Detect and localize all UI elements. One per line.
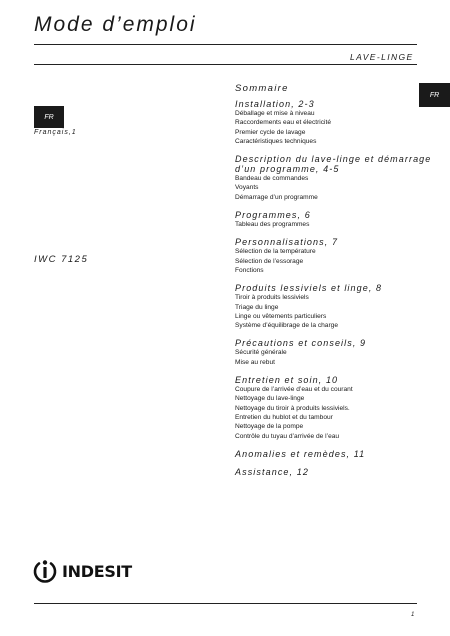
toc-item: Premier cycle de lavage — [235, 128, 306, 136]
toc-section-heading[interactable]: Personnalisations, 7 — [235, 237, 339, 248]
brand-name: INDESIT — [62, 561, 132, 581]
toc-section-heading[interactable]: Produits lessiviels et linge, 8 — [235, 283, 383, 294]
toc-item: Nettoyage de la pompe — [235, 423, 304, 431]
toc-title: Sommaire — [235, 83, 289, 94]
toc-section — [235, 467, 435, 477]
toc-item: Mise au rebut — [235, 358, 275, 366]
toc-item: Caractéristiques techniques — [235, 137, 317, 145]
language-tab[interactable]: FR — [419, 83, 450, 107]
toc-section — [235, 237, 435, 275]
toc-item: Sélection de l’essorage — [235, 257, 304, 265]
toc-section-heading[interactable]: Programmes, 6 — [235, 210, 311, 221]
subheader-rule — [34, 64, 417, 65]
toc-section — [235, 99, 435, 146]
toc-section — [235, 375, 435, 441]
toc-item: Nettoyage du lave-linge — [235, 395, 305, 403]
toc-item: Raccordements eau et électricité — [235, 119, 332, 127]
toc-section — [235, 154, 435, 202]
toc-item: Voyants — [235, 184, 259, 192]
toc-section-heading[interactable]: Description du lave-linge et démarrage d’un programme, 4-5 — [235, 154, 432, 175]
toc-item: Linge ou vêtements particuliers — [235, 312, 327, 320]
toc-section — [235, 338, 435, 367]
toc-sections — [235, 99, 435, 477]
footer-rule — [34, 603, 417, 604]
toc-section-heading[interactable]: Précautions et conseils, 9 — [235, 338, 367, 349]
page-number: 1 — [411, 612, 415, 618]
toc-item: Sélection de la température — [235, 248, 316, 256]
table-of-contents — [235, 83, 435, 485]
toc-section — [235, 449, 435, 459]
toc-item: Nettoyage du tiroir à produits lessiviels. — [235, 404, 350, 412]
document-type: LAVE-LINGE — [350, 52, 414, 62]
toc-item: Coupure de l’arrivée d’eau et du courant — [235, 386, 353, 394]
toc-item: Triage du linge — [235, 303, 279, 311]
language-label: Français,1 — [34, 129, 77, 136]
toc-section-heading[interactable]: Anomalies et remèdes, 11 — [235, 448, 366, 459]
toc-item: Bandeau de commandes — [235, 175, 309, 183]
toc-section — [235, 283, 435, 330]
page-title: Mode d’emploi — [34, 13, 197, 36]
toc-item: Tableau des programmes — [235, 221, 310, 229]
toc-section-heading[interactable]: Entretien et soin, 10 — [235, 375, 339, 386]
toc-item: Entretien du hublot et du tambour — [235, 413, 333, 421]
toc-section-heading[interactable]: Assistance, 12 — [235, 466, 309, 477]
toc-item: Fonctions — [235, 266, 264, 274]
toc-item: Sécurité générale — [235, 349, 287, 357]
toc-section-heading[interactable]: Installation, 2-3 — [235, 99, 315, 109]
indesit-circle-i-icon — [32, 558, 58, 584]
header-rule — [34, 44, 417, 45]
toc-item: Déballage et mise à niveau — [235, 110, 315, 117]
brand-logo — [32, 558, 132, 584]
toc-section — [235, 210, 435, 229]
language-badge: FR — [34, 106, 64, 128]
toc-item: Démarrage d’un programme — [235, 193, 318, 201]
toc-item: Tiroir à produits lessiviels — [235, 294, 309, 302]
toc-item: Contrôle du tuyau d’arrivée de l’eau — [235, 432, 340, 440]
model-number: IWC 7125 — [34, 254, 89, 265]
toc-item: Système d’équilibrage de la charge — [235, 322, 338, 330]
